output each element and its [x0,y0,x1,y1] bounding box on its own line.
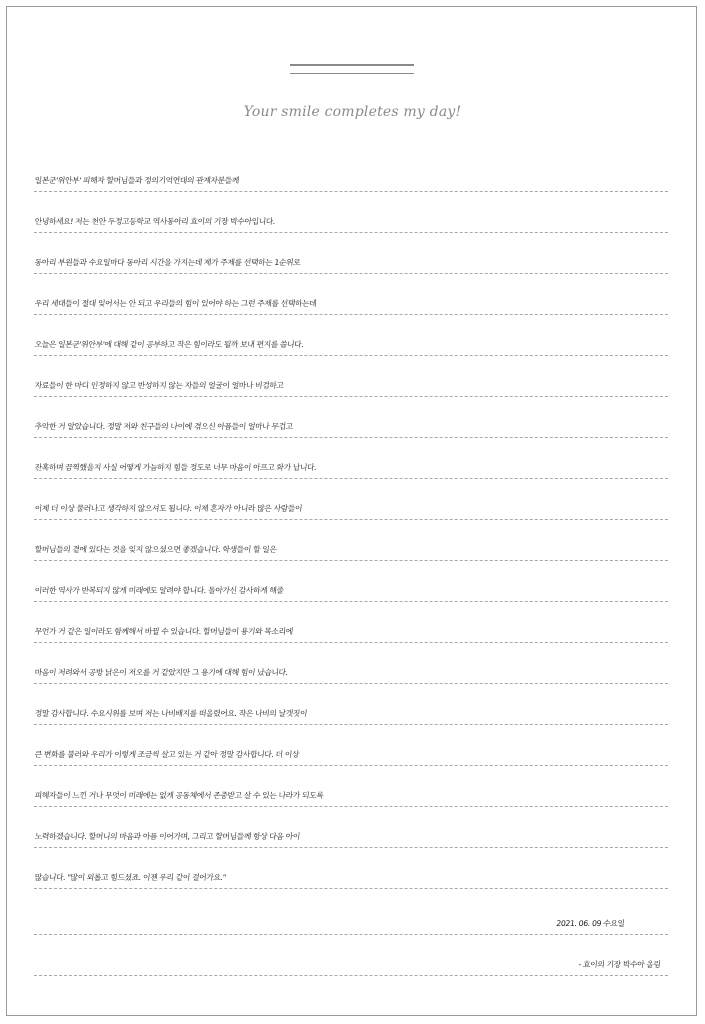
letter-line-text: 추악한 거 알았습니다. 정말 저와 친구들의 나이에 겪으신 아픔들이 얼마나 무겁고 [34,422,294,431]
letter-line [34,486,668,520]
letter-line-text: 동아리 부원들과 수요일마다 동아리 시간을 가지는데 제가 주제를 선택하는 1순위로 [34,258,301,267]
letter-line [34,445,668,479]
letter-line [34,527,668,561]
letter-line [34,158,668,192]
header-rule [290,73,414,74]
letter-line-text: 정말 감사합니다. 수요시위를 보며 저는 나비배지를 떠올렸어요. 작은 나비의 날갯짓이 [34,709,308,718]
letter-line [34,240,668,274]
letter-line [34,732,668,766]
letter-line [34,363,668,397]
letter-date: 2021. 06. 09 수요일 [555,919,626,928]
letter-line [34,404,668,438]
header-rule [290,64,414,66]
letter-line-text: 일본군'위안부' 피해자 할머님들과 정의기억연대의 관계자분들께 [34,176,240,185]
letter-line-text: 이제 더 이상 물러나고 생각하지 않으셔도 됩니다. 이제 혼자가 아니라 많은 사람들이 [34,504,303,513]
letter-line-text: 잔혹하며 끔찍했을지 사실 어떻게 가늠하지 힘들 정도로 너무 마음이 아프고 화가 납니다. [34,463,317,472]
letter-line-text: 안녕하세요! 저는 천안 두정고등학교 역사동아리 효이의 기장 박수아입니다. [34,217,276,226]
letter-line-text: 큰 변화를 불러와 우리가 이렇게 조금씩 살고 있는 거 같아 정말 감사합니다. 더 이상 [34,750,300,759]
letter-signature-line [34,942,668,976]
letter-line [34,650,668,684]
letter-line [34,568,668,602]
letter-line-text: 많습니다. "많이 외롭고 힘드셨죠. 이젠 우리 같이 걸어가요." [34,873,227,882]
letter-line [34,322,668,356]
letter-line-text: 무언가 거 같은 일이라도 함께해서 바뀔 수 있습니다. 할머님들이 용기와 목소리에 [34,627,294,636]
letter-line [34,691,668,725]
letter-signature: - 효이의 기장 박수아 올림 [578,960,662,969]
letter-line [34,814,668,848]
letter-line-text: 오늘은 일본군'위안부'에 대해 같이 공부하고 작은 힘이라도 될까 보내 편지를 씁니다. [34,340,304,349]
letter-line-text: 이러한 역사가 반복되지 않게 미래에도 알려야 합니다. 돌아가신 감사하게 해줄 [34,586,285,595]
letter-date-line [34,901,668,935]
letter-line-text: 마음이 저려와서 공방 낡은이 저오를 거 같았지만 그 용기에 대해 힘이 났습니다. [34,668,289,677]
letter-line-text: 할머님들의 곁에 있다는 것을 잊지 않으셨으면 좋겠습니다. 학생들이 할 일은 [34,545,277,554]
letter-line-text: 우리 세대들이 절대 잊어서는 안 되고 우리들의 힘이 있어야 하는 그런 주제를 선택하는데 [34,299,317,308]
letter-line [34,773,668,807]
motto: Your smile completes my day! [243,104,462,120]
letter-line [34,609,668,643]
letter-line [34,281,668,315]
letter-line-text: 노력하겠습니다. 할머니의 마음과 아픔 이어가며, 그리고 할머님들께 항상 다음 아이 [34,832,301,841]
letter-line-text: 피해자들이 느낀 거나 무엇이 미래에는 없게 공동체에서 존중받고 살 수 있는 나라가 되도록 [34,791,324,800]
letter-line [34,199,668,233]
letter-line [34,855,668,889]
letter-line-text: 자료들이 한 마디 인정하지 않고 반성하지 않는 자들의 얼굴이 얼마나 비겁하고 [34,381,285,390]
